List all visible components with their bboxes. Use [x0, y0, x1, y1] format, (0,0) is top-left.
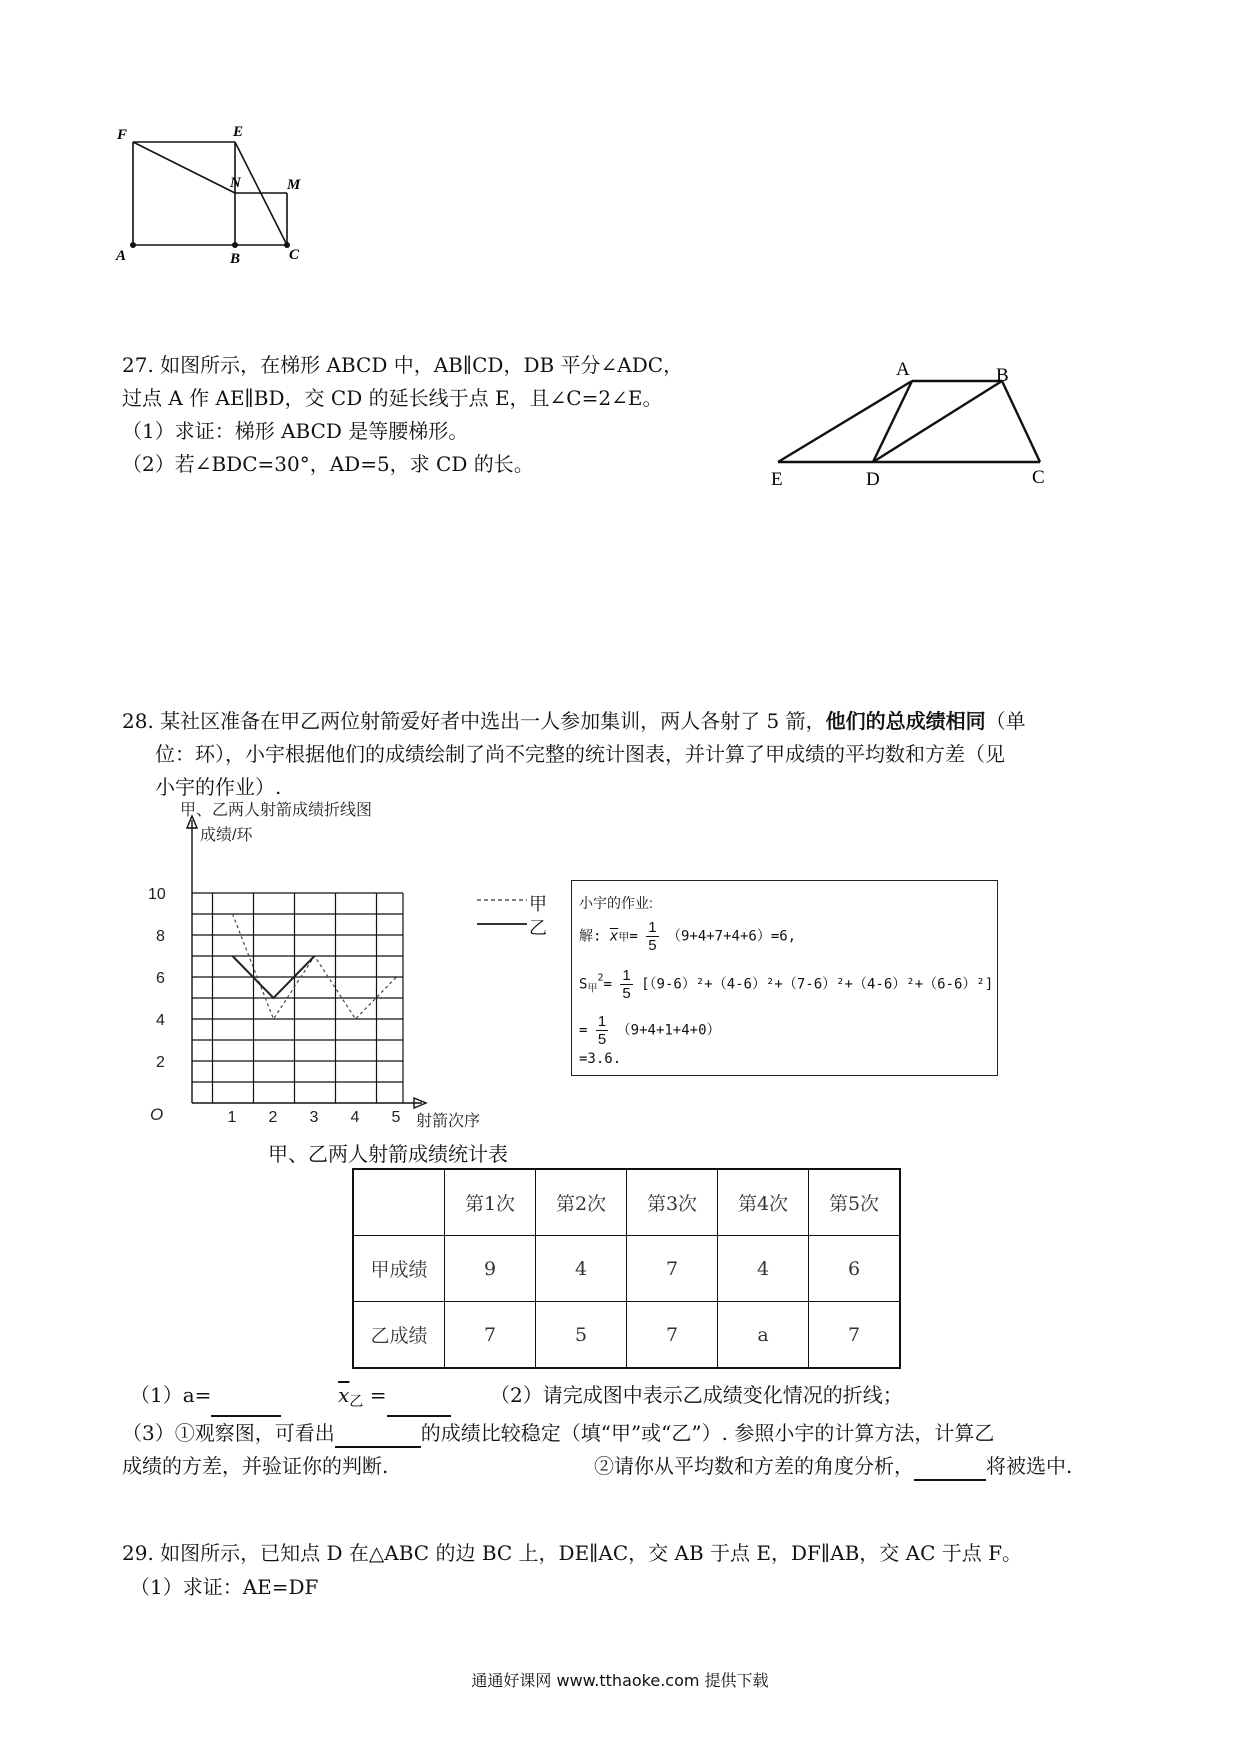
label-E: E — [233, 124, 244, 140]
x-tick-label: 3 — [309, 1109, 319, 1126]
table-cell: 7 — [627, 1236, 718, 1302]
hw-mean-symbol: $\overline{x}$ — [609, 928, 619, 945]
table-cell: 6 — [809, 1236, 901, 1302]
hw-mean-sub: 甲 — [618, 930, 630, 944]
table-header-cell: 第2次 — [536, 1169, 627, 1236]
shooting-line-chart — [140, 800, 560, 1135]
chart-legend — [475, 888, 585, 948]
shooting-score-table — [352, 1168, 901, 1369]
blank-mean-yi[interactable] — [387, 1393, 451, 1417]
legend-label-yi: 乙 — [529, 918, 547, 938]
label-M: M — [287, 177, 301, 193]
q27-part2: （2）若∠BDC=30°，AD=5，求 CD 的长。 — [122, 452, 534, 476]
chart-axes — [187, 816, 426, 1108]
q27-line2: 过点 A 作 AE∥BD，交 CD 的延长线于点 E，且∠C=2∠E。 — [122, 386, 663, 410]
q28-line2: 位：环），小宇根据他们的成绩绘制了尚不完整的统计图表，并计算了甲成绩的平均数和方差（见 — [155, 742, 1005, 766]
chart-series — [233, 914, 397, 1019]
figure-q27-trapezoid — [770, 355, 1070, 495]
hw-eq1: = — [629, 928, 638, 945]
y-tick-label: 2 — [156, 1054, 165, 1071]
q27-line1: 27. 如图所示，在梯形 ABCD 中，AB∥CD，DB 平分∠ADC， — [122, 353, 684, 377]
origin-label: O — [150, 1105, 164, 1124]
homework-mean-line — [579, 919, 796, 954]
q28-sub1-label: （1）a= — [130, 1383, 212, 1407]
x-tick-label: 2 — [268, 1109, 278, 1126]
table-cell: a — [718, 1302, 809, 1369]
hw-eq3: = — [579, 1022, 588, 1039]
y-tick-label: 4 — [156, 1012, 165, 1029]
figure-q26 — [116, 124, 360, 290]
blank-stable[interactable] — [335, 1424, 421, 1448]
table-header-cell: 第1次 — [445, 1169, 536, 1236]
table-header-row — [353, 1169, 900, 1236]
hw-mean-expr: （9+4+7+4+6）=6, — [666, 928, 797, 945]
y-tick-label: 10 — [148, 886, 166, 903]
label-N: N — [230, 175, 241, 191]
table-cell: 4 — [536, 1236, 627, 1302]
table-header-cell: 第5次 — [809, 1169, 901, 1236]
table-title: 甲、乙两人射箭成绩统计表 — [268, 1142, 508, 1166]
hw-s-symbol: S — [579, 976, 588, 993]
table-cell: 甲成绩 — [353, 1236, 445, 1302]
table-header-cell: 第3次 — [627, 1169, 718, 1236]
homework-sum-line — [579, 1013, 721, 1048]
y-axis-label: 成绩/环 — [200, 827, 253, 844]
q27-label-B: B — [996, 365, 1009, 386]
chart-title: 甲、乙两人射箭成绩折线图 — [180, 802, 373, 819]
page-footer: 通通好课网 www.tthaoke.com 提供下载 — [471, 1671, 769, 1690]
table-cell: 7 — [627, 1302, 718, 1369]
table-cell: 5 — [536, 1302, 627, 1369]
y-tick-label: 6 — [156, 970, 165, 987]
q27-label-D: D — [866, 469, 880, 490]
label-B: B — [230, 251, 241, 267]
chart-labels — [148, 801, 480, 1130]
mean-yi-sub: 乙 — [349, 1394, 364, 1410]
legend-label-jia: 甲 — [529, 894, 547, 914]
label-A: A — [116, 248, 127, 264]
q29-line1: 29. 如图所示，已知点 D 在△ABC 的边 BC 上，DE∥AC，交 AB 于点 E，DF∥AB，交 AC 于点 F。 — [122, 1541, 1022, 1565]
table-cell: 9 — [445, 1236, 536, 1302]
q27-part1: （1）求证：梯形 ABCD 是等腰梯形。 — [122, 419, 469, 443]
blank-selected[interactable] — [914, 1457, 986, 1481]
x-tick-label: 4 — [350, 1109, 360, 1126]
q28-sub3-line2-right: ②请你从平均数和方差的角度分析， 将被选中. — [594, 1451, 1072, 1481]
series-line-jia — [233, 914, 397, 1019]
hw-solution-label: 解: — [579, 928, 602, 945]
table-row-jia — [353, 1236, 900, 1302]
q27-label-E: E — [771, 469, 783, 490]
mean-yi-eq: = — [369, 1383, 387, 1407]
q28-sub3-line1: （3）①观察图，可看出 的成绩比较稳定（填“甲”或“乙”）. 参照小宇的计算方法，计算乙 — [122, 1418, 994, 1448]
label-F: F — [117, 127, 128, 143]
table-cell: 7 — [445, 1302, 536, 1369]
y-tick-label: 8 — [156, 928, 165, 945]
q28-sub2: （2）请完成图中表示乙成绩变化情况的折线； — [490, 1383, 903, 1407]
q28-sub3-line2: 成绩的方差，并验证你的判断. — [122, 1454, 389, 1478]
q28-line3: 小宇的作业）. — [155, 775, 282, 799]
table-cell: 4 — [718, 1236, 809, 1302]
x-axis-label: 射箭次序 — [416, 1113, 481, 1130]
homework-variance-line — [579, 967, 993, 1002]
table-cell: 乙成绩 — [353, 1302, 445, 1369]
mean-yi-symbol: $\overline{x}$ — [338, 1383, 350, 1407]
table-header-cell: 第4次 — [718, 1169, 809, 1236]
hw-s-sup: 2 — [597, 972, 604, 984]
q28-line1-bold: 他们的总成绩相同 — [825, 709, 986, 733]
q28-sub1 — [130, 1380, 451, 1417]
q28-line1-c: （单 — [985, 709, 1026, 733]
hw-frac2: $\frac{1}{5}$ — [622, 967, 631, 1002]
label-C: C — [289, 247, 300, 263]
hw-s-sub: 甲 — [587, 983, 598, 995]
blank-a[interactable] — [211, 1393, 281, 1417]
hw-frac1: $\frac{1}{5}$ — [648, 919, 657, 954]
q28-line1 — [122, 706, 1026, 736]
x-tick-label: 1 — [227, 1109, 237, 1126]
hw-sum-expr: （9+4+1+4+0） — [616, 1022, 721, 1039]
table-header-cell — [353, 1169, 445, 1236]
q27-label-C: C — [1032, 467, 1045, 488]
hw-variance-expr: [（9-6）²+（4-6）²+（7-6）²+（4-6）²+（6-6）²] — [641, 976, 994, 993]
table-row-yi — [353, 1302, 900, 1369]
chart-grid — [192, 893, 403, 1103]
q27-label-A: A — [896, 359, 910, 380]
hw-eq2: = — [603, 976, 612, 993]
hw-frac3: $\frac{1}{5}$ — [597, 1013, 607, 1048]
q29-line2: （1）求证：AE=DF — [130, 1575, 319, 1599]
q28-line1-a: 28. 某社区准备在甲乙两位射箭爱好者中选出一人参加集训，两人各射了 5 箭， — [122, 709, 826, 733]
table-cell: 7 — [809, 1302, 901, 1369]
homework-box — [571, 880, 998, 1076]
homework-title: 小宇的作业: — [579, 895, 653, 911]
homework-result: =3.6. — [579, 1051, 622, 1067]
x-tick-label: 5 — [391, 1109, 401, 1126]
